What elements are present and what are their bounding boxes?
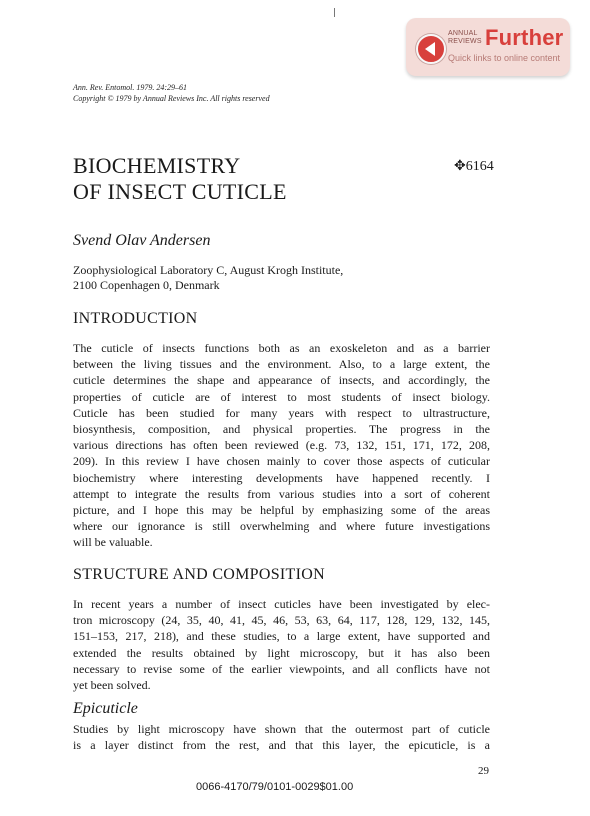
structure-paragraph (73, 596, 490, 693)
page-number: 29 (478, 765, 489, 777)
author-name: Svend Olav Andersen (73, 232, 211, 249)
text-line: 151–153, 217, 218), and these studies, to a large extent, have supported and (73, 629, 490, 644)
annual-reviews-logo-text (448, 30, 482, 46)
text-line: 209). In this review I have chosen mainly to cover those aspects of cuticular (73, 454, 490, 469)
section-heading-structure: STRUCTURE AND COMPOSITION (73, 566, 325, 583)
subsection-heading-epicuticle: Epicuticle (73, 700, 138, 717)
introduction-paragraph (73, 340, 490, 551)
page-edge-mark (334, 8, 335, 17)
text-line: cuticle determines the shape and appearance of insects, and accordingly, the (73, 373, 490, 388)
epicuticle-paragraph (73, 721, 490, 753)
text-line: where our ignorance is still overwhelming and where future investigations (73, 519, 490, 534)
text-line: picture, and I hope this may be helpful by emphasizing some of the areas (73, 503, 490, 518)
text-line: biochemistry where interesting developments have happened recently. I (73, 470, 490, 485)
journal-citation (73, 82, 270, 104)
reviews-label: REVIEWS (448, 38, 482, 45)
price-code: 0066-4170/79/0101-0029$01.00 (196, 781, 354, 793)
text-line: necessary to revise some of the earlier viewpoints, and all conflicts have not (73, 661, 490, 676)
title-line-2: OF INSECT CUTICLE (73, 179, 287, 204)
article-number: ✥6164 (454, 159, 494, 174)
further-label: Further (485, 25, 564, 50)
play-arrow-icon (416, 34, 446, 64)
text-line: Studies by light microscopy have shown that the outermost part of cuticle (73, 722, 490, 736)
text-line: extended the results obtained by light microscopy, but it has also been (73, 645, 490, 660)
annual-reviews-further-badge[interactable] (406, 18, 570, 76)
title-line-1: BIOCHEMISTRY (73, 153, 241, 178)
text-line: tron microscopy (24, 35, 40, 41, 45, 46, 53, 63, 64, 117, 128, 129, 132, 145, (73, 613, 490, 628)
annual-label: ANNUAL (448, 30, 478, 37)
article-title (73, 153, 287, 205)
text-line: various directions has often been reviewed (e.g. 73, 132, 151, 171, 172, 208, (73, 438, 490, 453)
text-line: is a layer distinct from the rest, and that this layer, the epicuticle, is a (73, 738, 490, 753)
text-line: properties of cuticle are of interest to most students of insect biology. (73, 389, 490, 404)
text-line: will be valuable. (73, 535, 153, 550)
further-tagline: Quick links to online content (448, 53, 561, 63)
affiliation-line-1: Zoophysiological Laboratory C, August Krogh Institute, (73, 263, 344, 277)
text-line: attempt to integrate the results from various studies into a sort of coherent (73, 486, 490, 501)
text-line: The cuticle of insects functions both as an exoskeleton and as a barrier (73, 341, 490, 355)
text-line: In recent years a number of insect cuticles have been investigated by elec- (73, 597, 490, 611)
section-heading-introduction: INTRODUCTION (73, 310, 198, 327)
copyright-line: Copyright © 1979 by Annual Reviews Inc. All rights reserved (73, 94, 270, 103)
text-line: biosynthesis, composition, and physical properties. The progress in the (73, 422, 490, 437)
journal-reference: Ann. Rev. Entomol. 1979. 24:29–61 (73, 83, 188, 92)
text-line: between the living tissues and the environment. Also, to a large extent, the (73, 357, 490, 372)
affiliation-line-2: 2100 Copenhagen 0, Denmark (73, 278, 220, 292)
text-line: Cuticle has been studied for many years with respect to ultrastructure, (73, 405, 490, 420)
author-affiliation (73, 263, 343, 293)
text-line: yet been solved. (73, 678, 151, 693)
